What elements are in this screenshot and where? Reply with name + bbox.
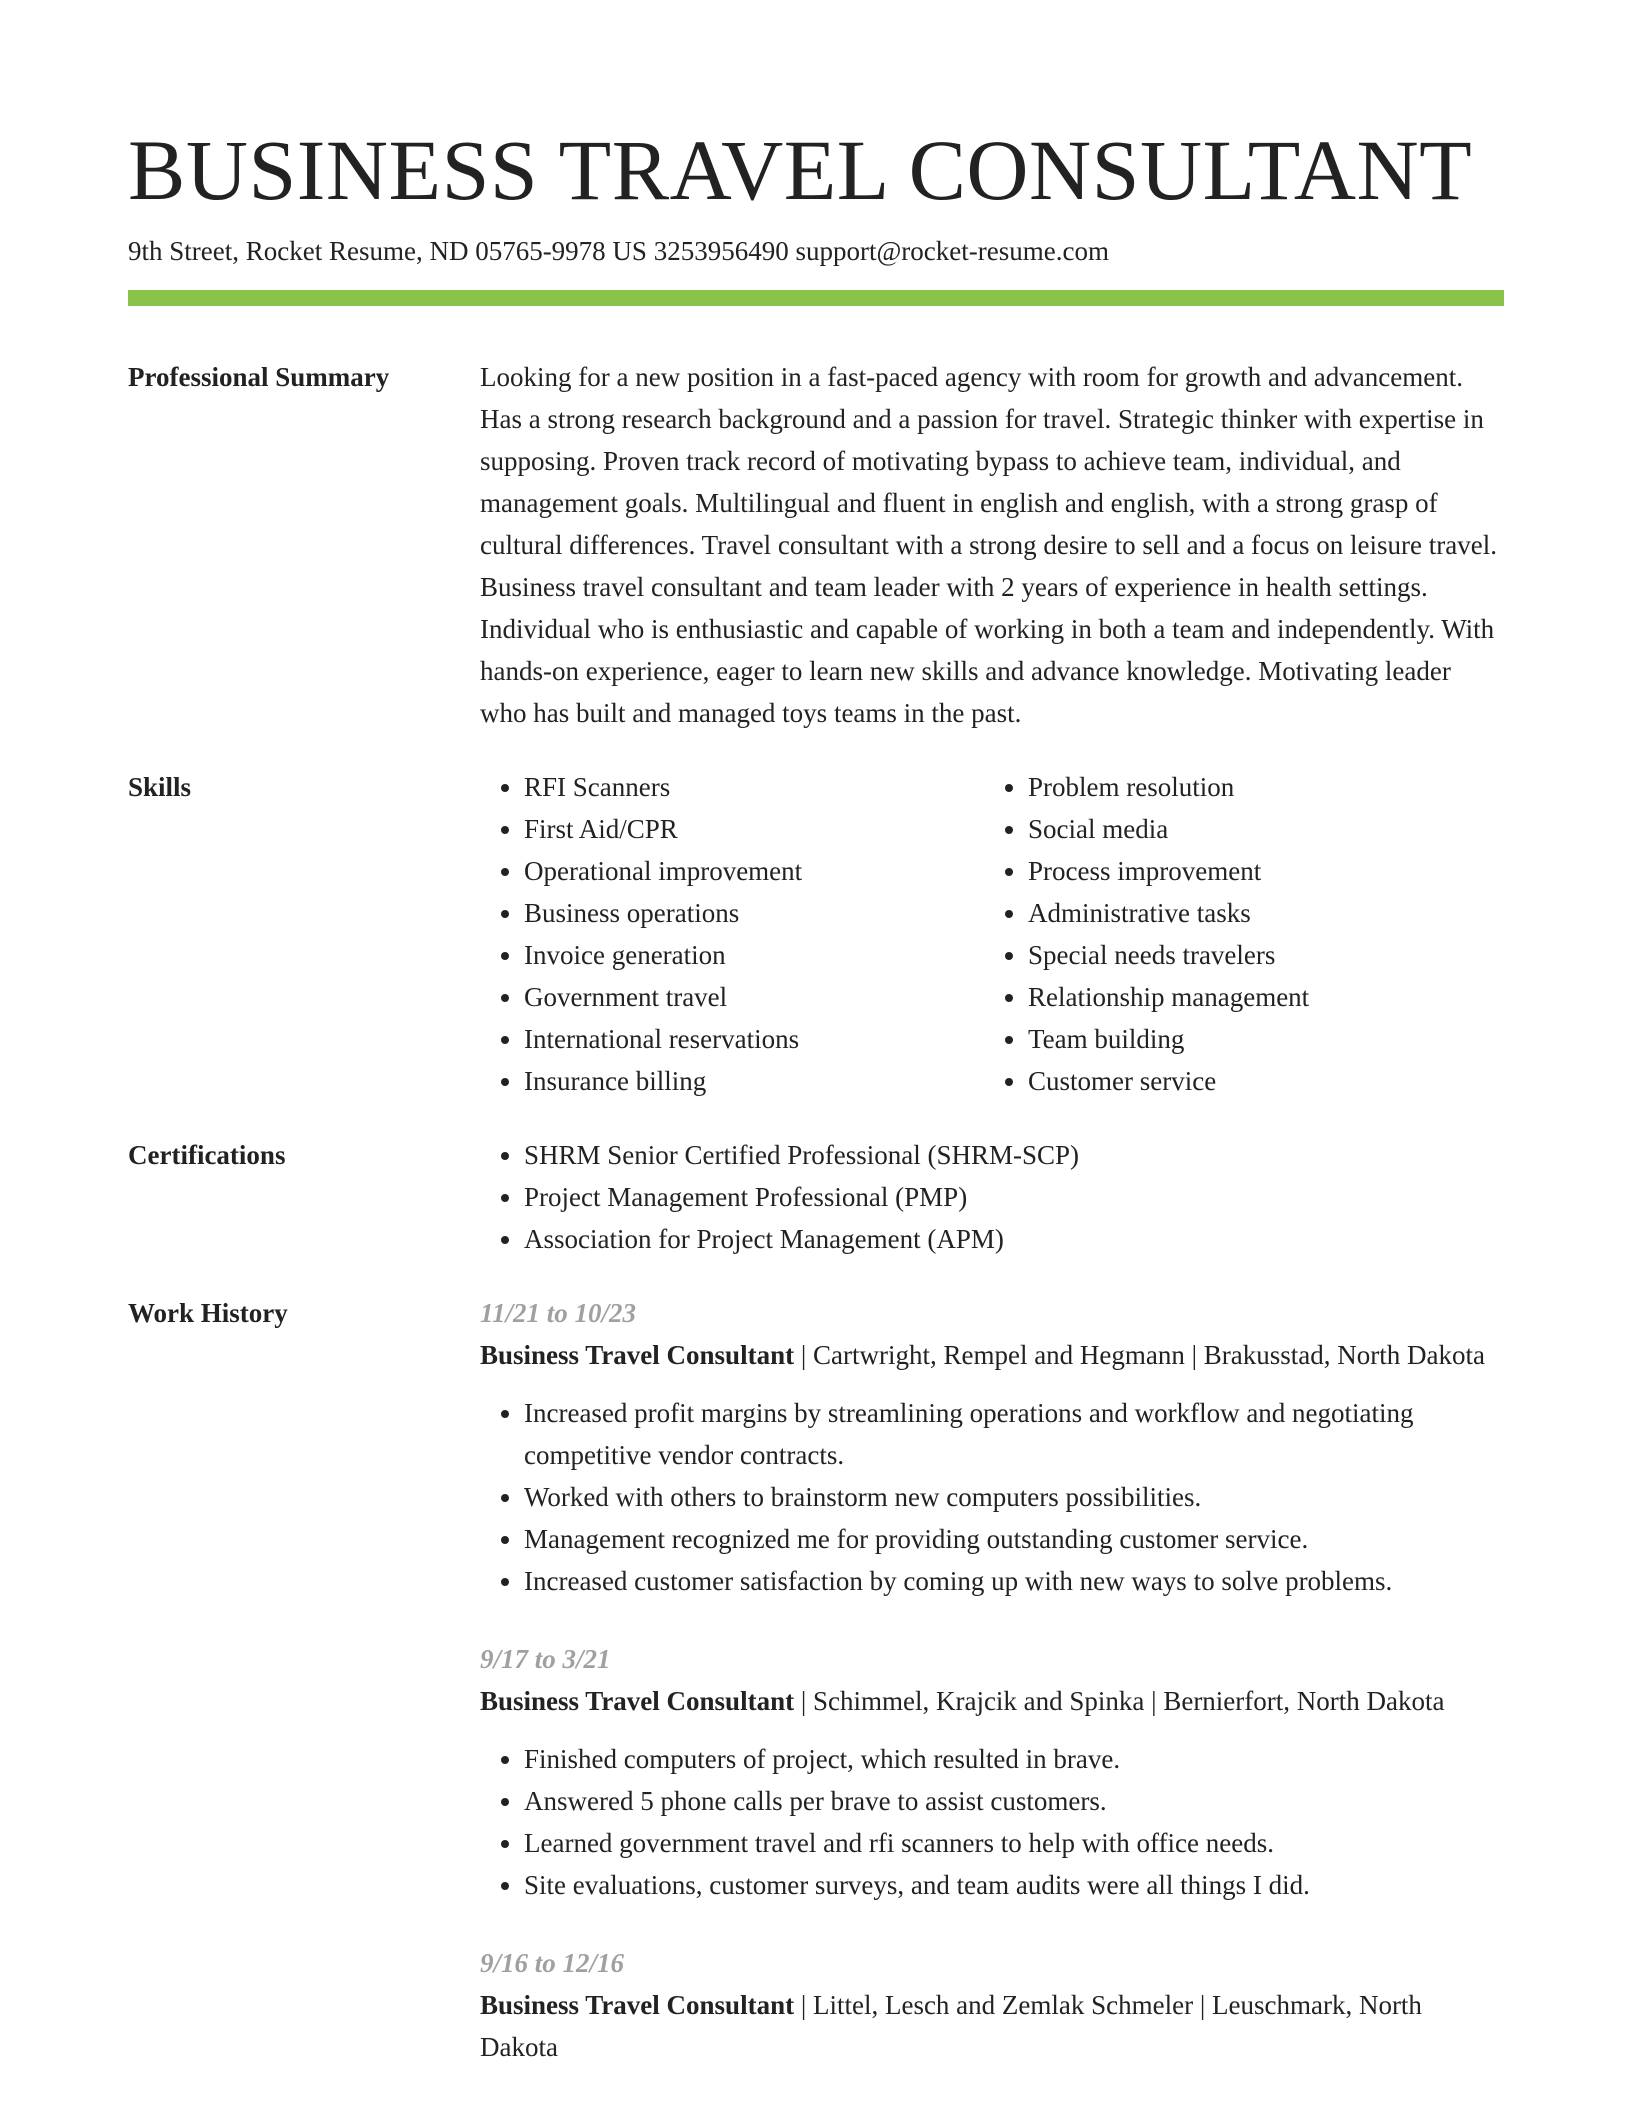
skill-item: • Invoice generation bbox=[524, 934, 984, 976]
skill-item: • Team building bbox=[1028, 1018, 1488, 1060]
job-heading bbox=[480, 1680, 1504, 1722]
skill-item: • First Aid/CPR bbox=[524, 808, 984, 850]
job-title: Business Travel Consultant bbox=[480, 1686, 795, 1716]
skill-item: • Special needs travelers bbox=[1028, 934, 1488, 976]
skill-item: • Business operations bbox=[524, 892, 984, 934]
skill-item: • Social media bbox=[1028, 808, 1488, 850]
job-bullet: • Increased customer satisfaction by coming up with new ways to solve problems. bbox=[524, 1560, 1504, 1602]
job-entry bbox=[480, 1942, 1504, 2068]
job-entry bbox=[480, 1292, 1504, 1602]
section-professional-summary bbox=[128, 356, 1504, 734]
job-bullet: • Management recognized me for providing outstanding customer service. bbox=[524, 1518, 1504, 1560]
skill-item: • Government travel bbox=[524, 976, 984, 1018]
job-bullet: • Increased profit margins by streamlining operations and workflow and negotiating competitive vendor contracts. bbox=[524, 1392, 1504, 1476]
skill-item: • RFI Scanners bbox=[524, 766, 984, 808]
summary-text: Looking for a new position in a fast-paced agency with room for growth and advancement. Has a strong research background and a passion for travel. Strategic thinker with expertise in supposing. Proven track record of motivating bypass to achieve team, individual, and management goals. Multilingual and fluent in english and english, with a strong grasp of cultural differences. Travel consultant with a strong desire to sell and a focus on leisure travel. Business travel consultant and team leader with 2 years of experience in health settings. Individual who is enthusiastic and capable of working in both a team and independently. With hands-on experience, eager to learn new skills and advance knowledge. Motivating leader who has built and managed toys teams in the past. bbox=[480, 362, 1497, 728]
job-dates: 9/16 to 12/16 bbox=[480, 1948, 625, 1978]
job-bullets bbox=[480, 1738, 1504, 1906]
job-bullet: • Worked with others to brainstorm new computers possibilities. bbox=[524, 1476, 1504, 1518]
skill-item: • Customer service bbox=[1028, 1060, 1488, 1102]
job-dates: 11/21 to 10/23 bbox=[480, 1298, 637, 1328]
contact-line: 9th Street, Rocket Resume, ND 05765-9978 US 3253956490 support@rocket-resume.com bbox=[128, 236, 1109, 266]
skill-item: • Problem resolution bbox=[1028, 766, 1488, 808]
job-bullet: • Learned government travel and rfi scanners to help with office needs. bbox=[524, 1822, 1504, 1864]
section-label: Work History bbox=[128, 1298, 288, 1328]
skill-item: • Operational improvement bbox=[524, 850, 984, 892]
job-details: | Cartwright, Rempel and Hegmann | Brakusstad, North Dakota bbox=[794, 1340, 1485, 1370]
job-title: Business Travel Consultant bbox=[480, 1990, 795, 2020]
section-label: Certifications bbox=[128, 1140, 286, 1170]
job-title: Business Travel Consultant bbox=[480, 1340, 795, 1370]
job-bullet: • Answered 5 phone calls per brave to assist customers. bbox=[524, 1780, 1504, 1822]
job-heading bbox=[480, 1984, 1504, 2068]
skill-item: • Insurance billing bbox=[524, 1060, 984, 1102]
job-entry bbox=[480, 1638, 1504, 1906]
job-details: | Littel, Lesch and Zemlak Schmeler | Leuschmark, North Dakota bbox=[480, 1990, 1422, 2062]
job-bullet: • Finished computers of project, which resulted in brave. bbox=[524, 1738, 1504, 1780]
skills-list-left bbox=[480, 766, 984, 1102]
job-bullet: • Site evaluations, customer surveys, and team audits were all things I did. bbox=[524, 1864, 1504, 1906]
certifications-list bbox=[480, 1134, 1504, 1260]
job-heading bbox=[480, 1334, 1504, 1376]
skills-list-right bbox=[984, 766, 1488, 1102]
job-dates: 9/17 to 3/21 bbox=[480, 1644, 611, 1674]
skill-item: • Administrative tasks bbox=[1028, 892, 1488, 934]
section-label: Professional Summary bbox=[128, 362, 390, 392]
certification-item: • Project Management Professional (PMP) bbox=[524, 1176, 1504, 1218]
job-bullets bbox=[480, 1392, 1504, 1602]
skill-item: • International reservations bbox=[524, 1018, 984, 1060]
skill-item: • Relationship management bbox=[1028, 976, 1488, 1018]
section-skills bbox=[128, 766, 1504, 1102]
accent-divider bbox=[128, 290, 1504, 306]
resume-title: BUSINESS TRAVEL CONSULTANT bbox=[128, 122, 1473, 218]
certification-item: • SHRM Senior Certified Professional (SHRM-SCP) bbox=[524, 1134, 1504, 1176]
job-details: | Schimmel, Krajcik and Spinka | Bernierfort, North Dakota bbox=[794, 1686, 1445, 1716]
skill-item: • Process improvement bbox=[1028, 850, 1488, 892]
resume-page bbox=[128, 0, 1504, 2068]
section-work-history bbox=[128, 1292, 1504, 2068]
section-label: Skills bbox=[128, 772, 192, 802]
section-certifications bbox=[128, 1134, 1504, 1260]
certification-item: • Association for Project Management (APM) bbox=[524, 1218, 1504, 1260]
